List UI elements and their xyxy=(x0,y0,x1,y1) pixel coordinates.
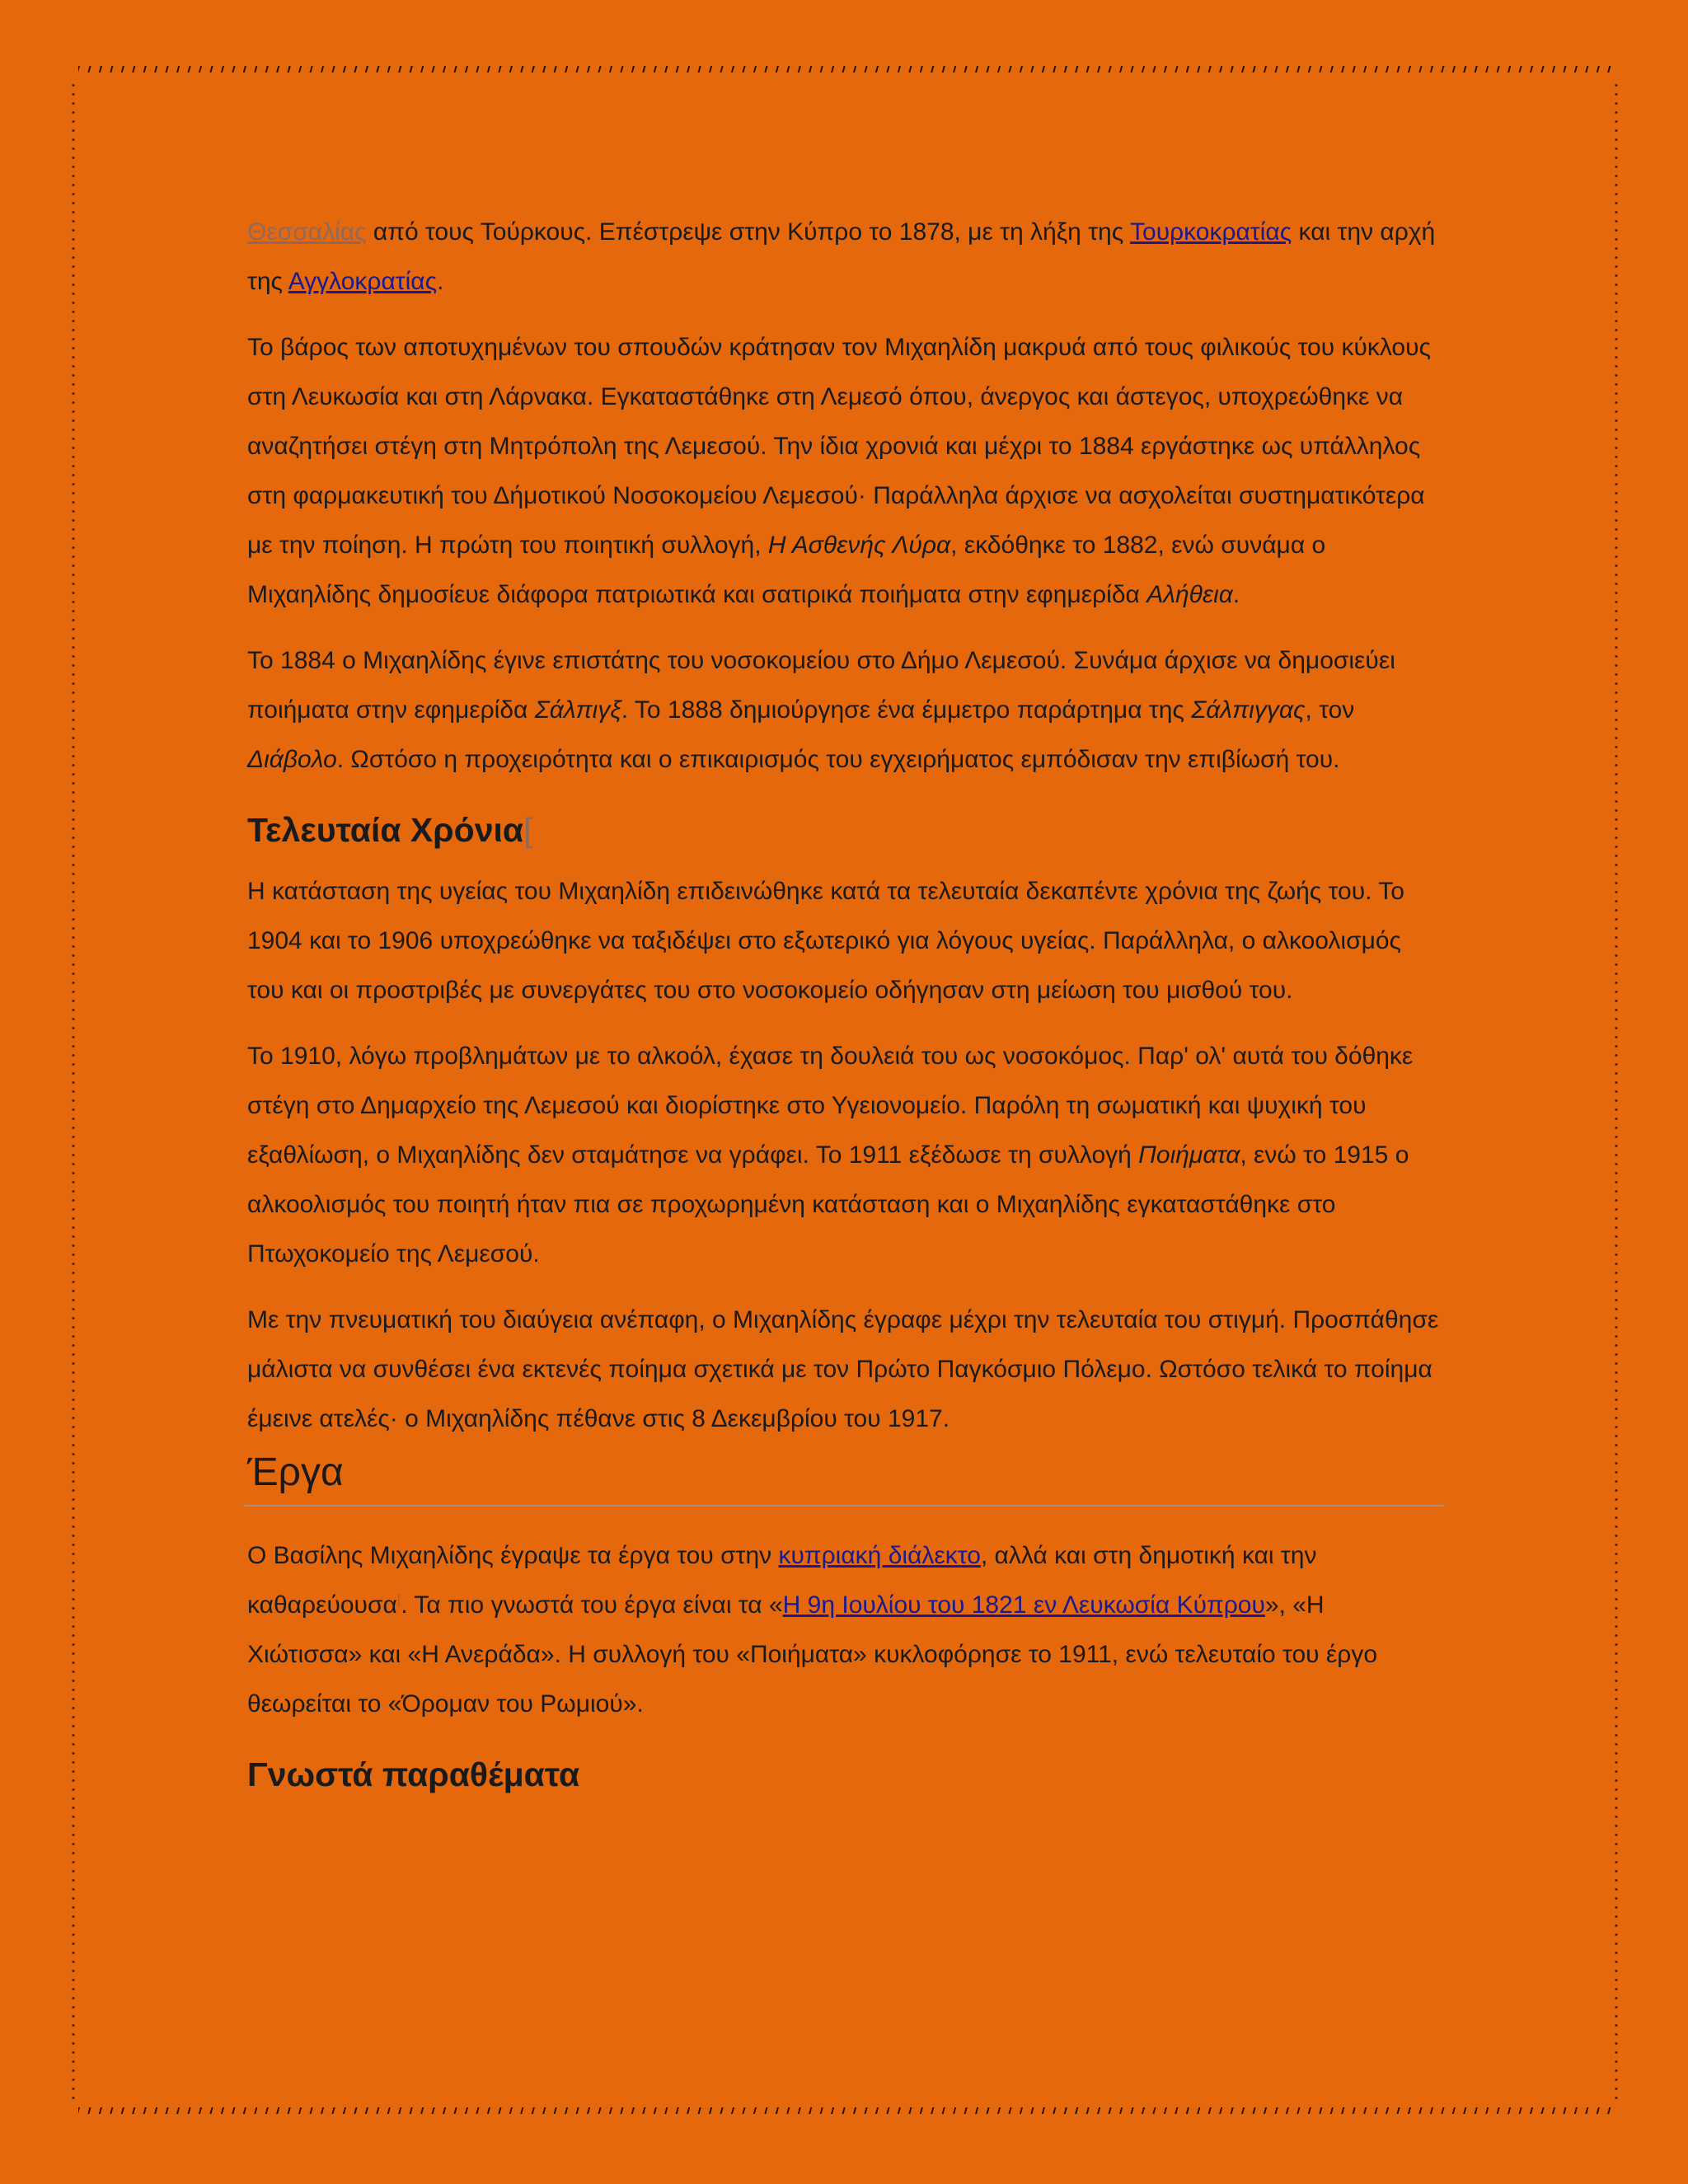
title-astheni-lyra: Η Ασθενής Λύρα xyxy=(767,532,951,559)
reference-marker[interactable]: [ xyxy=(396,1593,401,1607)
link-cypriot-dialect[interactable]: κυπριακή διάλεκτο xyxy=(778,1542,981,1569)
heading-last-years: Τελευταία Χρόνια[ xyxy=(247,811,533,849)
link-tourkokratia[interactable]: Τουρκοκρατίας xyxy=(1129,218,1292,246)
paragraph-1910: Το 1910, λόγω προβλημάτων με το αλκοόλ, έχασε τη δουλειά του ως νοσοκόμος. Παρ' ολ' αυτά του δόθηκε στέγη στο Δημαρχείο της Λεμεσού και διορίστηκε στο Υγειονομείο. Παρόλη τη σωματική και ψυχική του εξαθλίωση, ο Μιχαηλίδης δεν σταμάτησε να γράφει. Το 1911 εξέδωσε τη συλλογή Ποιήματα, ενώ το 1915 ο αλκοολισμός του ποιητή ήταν πια σε προχωρημένη κατάσταση και ο Μιχαηλίδης εγκαταστάθηκε στο Πτωχοκομείο της Λεμεσού. xyxy=(247,1043,1414,1268)
heading-works: Έργα xyxy=(244,1444,1444,1507)
article-content xyxy=(247,208,1441,1803)
heading-known-quotes: Γνωστά παραθέματα xyxy=(247,1755,580,1793)
paragraph-works: Ο Βασίλης Μιχαηλίδης έγραψε τα έργα του στην κυπριακή διάλεκτο, αλλά και στη δημοτική και την καθαρεύουσα[. Τα πιο γνωστά του έργα είναι τα «Η 9η Ιουλίου του 1821 εν Λευκωσία Κύπρου», «Η Χιώτισσα» και «Η Ανεράδα». Η συλλογή του «Ποιήματα» κυκλοφόρησε το 1911, ενώ τελευταίο του έργο θεωρείται το «Όρομαν του Ρωμιού». xyxy=(247,1542,1378,1718)
frame-right-border xyxy=(1613,81,1620,2099)
frame-bottom-border xyxy=(78,2107,1611,2114)
paragraph-1884: Το 1884 ο Μιχαηλίδης έγινε επιστάτης του νοσοκομείου στο Δήμο Λεμεσού. Συνάμα άρχισε να δημοσιεύει ποιήματα στην εφημερίδα Σάλπιγξ. Το 1888 δημιούργησε ένα έμμετρο παράρτημα της Σάλπιγγας, τον Διάβολο. Ωστόσο η προχειρότητα και ο επικαιρισμός του εγχειρήματος εμπόδισαν την επιβίωσή του. xyxy=(247,647,1395,773)
title-salpigx: Σάλπιγξ xyxy=(534,696,621,724)
paragraph-limassol: Το βάρος των αποτυχημένων του σπουδών κράτησαν τον Μιχαηλίδη μακρυά από τους φιλικούς του κύκλους στη Λευκωσία και στη Λάρνακα. Εγκαταστάθηκε στη Λεμεσό όπου, άνεργος και άστεγος, υποχρεώθηκε να αναζητήσει στέγη στη Μητρόπολη της Λεμεσού. Την ίδια χρονιά και μέχρι το 1884 εργάστηκε ως υπάλληλος στη φαρμακευτική του Δήμοτικού Νοσοκομείου Λεμεσού· Παράλληλα άρχισε να ασχολείται συστηματικότερα με την ποίηση. Η πρώτη του ποιητική συλλογή, Η Ασθενής Λύρα, εκδόθηκε το 1882, ενώ συνάμα ο Μιχαηλίδης δημοσίευε διάφορα πατριωτικά και σατιρικά ποιήματα στην εφημερίδα Αλήθεια. xyxy=(247,334,1431,608)
frame-left-border xyxy=(70,81,77,2099)
paragraph-return-cyprus: Θεσσαλίας από τους Τούρκους. Επέστρεψε στην Κύπρο το 1878, με τη λήξη της Τουρκοκρατίας και την αρχή της Αγγλοκρατίας. xyxy=(247,218,1436,295)
link-thessalia[interactable]: Θεσσαλίας xyxy=(247,218,367,246)
title-alitheia: Αλήθεια xyxy=(1146,581,1233,608)
link-9-july-1821[interactable]: Η 9η Ιουλίου του 1821 εν Λευκωσία Κύπρου xyxy=(782,1591,1265,1619)
link-agglokratia[interactable]: Αγγλοκρατίας xyxy=(288,268,438,295)
paragraph-health: Η κατάσταση της υγείας του Μιχαηλίδη επιδεινώθηκε κατά τα τελευταία δεκαπέντε χρόνια της ζωής του. Το 1904 και το 1906 υποχρεώθηκε να ταξιδέψει στο εξωτερικό για λόγους υγείας. Παράλληλα, ο αλκοολισμός του και οι προστριβές με συνεργάτες του στο νοσοκομείο οδήγησαν στη μείωση του μισθού του. xyxy=(247,878,1404,1004)
title-poiimata: Ποιήματα xyxy=(1138,1141,1240,1169)
title-diavolo: Διάβολο xyxy=(247,746,337,773)
title-salpiggas: Σάλπιγγας xyxy=(1191,696,1306,724)
frame-top-border xyxy=(78,66,1611,73)
edit-section-bracket[interactable]: [ xyxy=(523,811,533,849)
paragraph-death: Με την πνευματική του διαύγεια ανέπαφη, ο Μιχαηλίδης έγραφε μέχρι την τελευταία του στιγμή. Προσπάθησε μάλιστα να συνθέσει ένα εκτενές ποίημα σχετικά με τον Πρώτο Παγκόσμιο Πόλεμο. Ωστόσο τελικά το ποίημα έμεινε ατελές· ο Μιχαηλίδης πέθανε στις 8 Δεκεμβρίου του 1917. xyxy=(247,1306,1439,1432)
